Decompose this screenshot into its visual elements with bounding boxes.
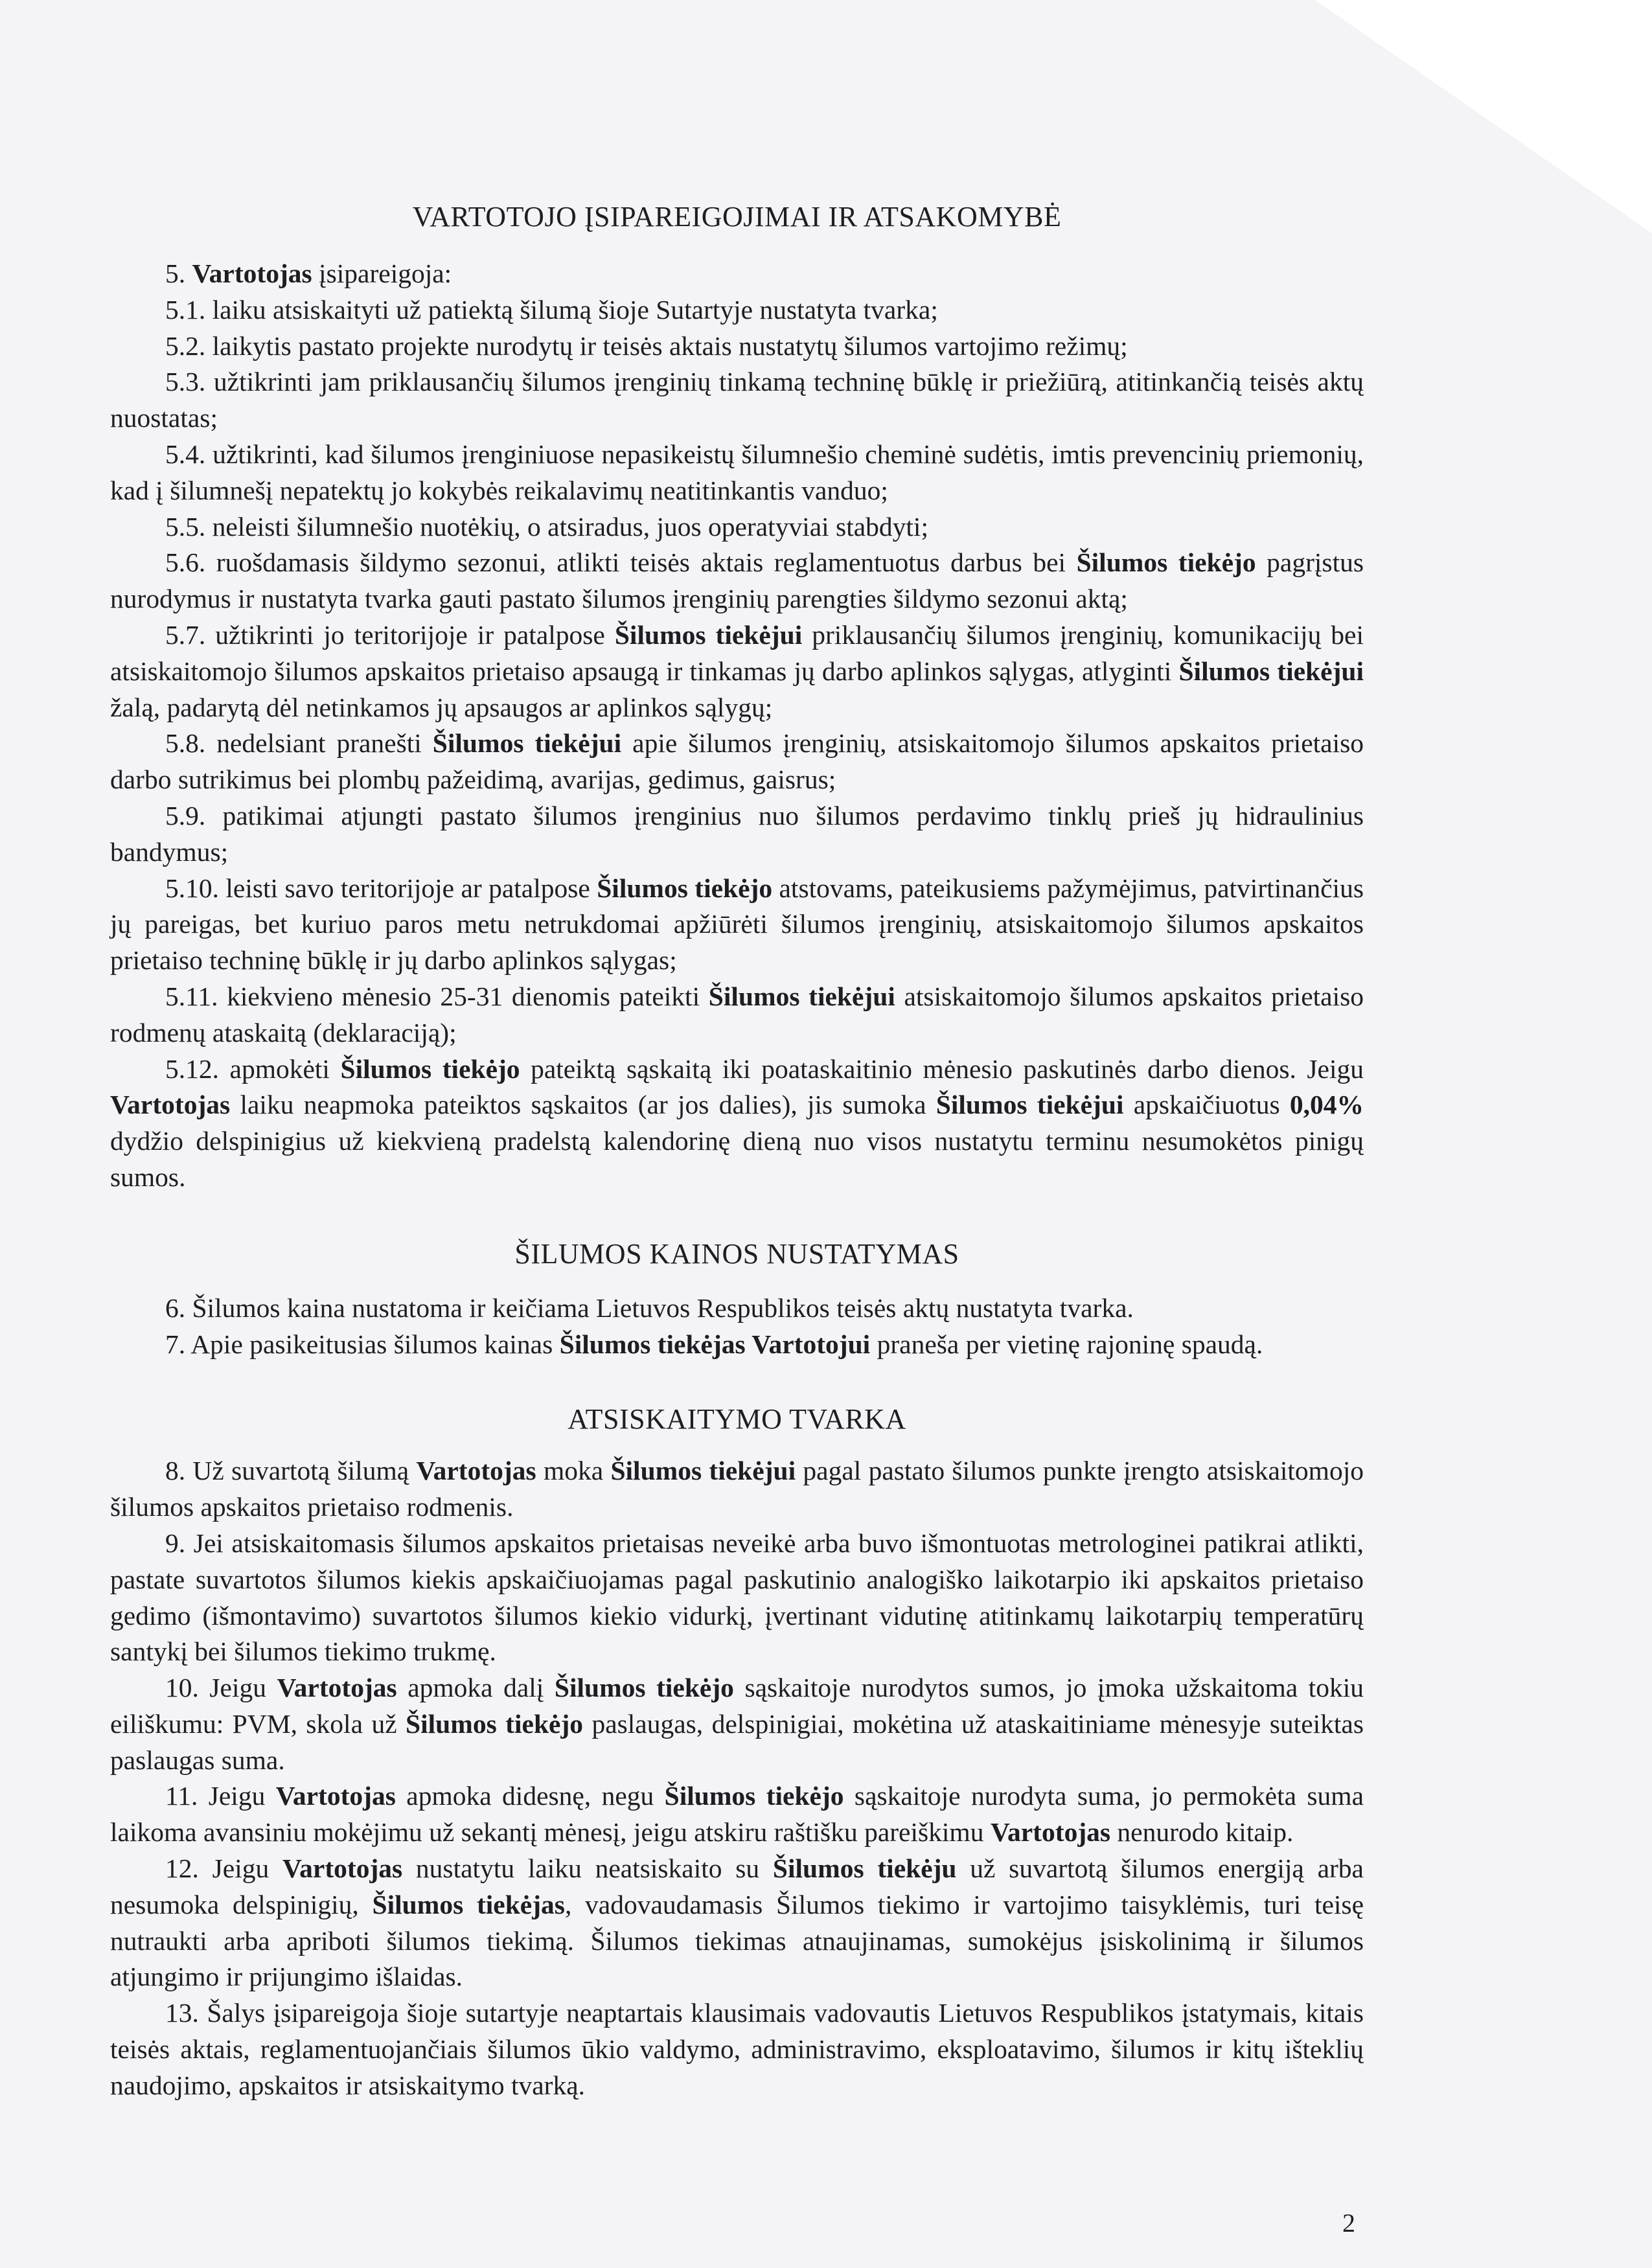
- text-run: 6. Šilumos kaina nustatoma ir keičiama Lietuvos Respublikos teisės aktų nustatyta tvarka.: [165, 1292, 1134, 1323]
- bold-term: Šilumos tiekėjo: [554, 1673, 734, 1703]
- text-run: 5.1. laiku atsiskaityti už patiektą šilumą šioje Sutartyje nustatyta tvarka;: [165, 294, 938, 325]
- section-heading: ATSISKAITYMO TVARKA: [568, 1403, 906, 1436]
- clause-paragraph: [110, 1851, 1364, 1995]
- bold-term: Šilumos tiekėjo: [406, 1708, 584, 1739]
- text-run: atstovams, pateikusiems pažymėjimus, patvirtinančius jų pareigas, bet kuriuo paros metu netrukdomai apžiūrėti šilumos įrenginių, atsiskaitomojo šilumos apskaitos prietaiso techninę būklę ir jų darbo aplinkos sąlygas;: [110, 873, 1364, 976]
- text-run: 5.8. nedelsiant pranešti: [165, 728, 433, 759]
- text-run: 13. Šalys įsipareigoja šioje sutartyje neaptartais klausimais vadovautis Lietuvos Respublikos įstatymais, kitais teisės aktais, reglamentuojančiais šilumos ūkio valdymo, administravimo, eksploatavimo, šilumos ir kitų išteklių naudojimo, apskaitos ir atsiskaitymo tvarką.: [110, 1998, 1364, 2100]
- text-run: 5.4. užtikrinti, kad šilumos įrenginiuose nepasikeistų šilumnešio cheminė sudėtis, imtis prevencinių priemonių, kad į šilumnešį nepatektų jo kokybės reikalavimų neatitinkantis vanduo;: [110, 439, 1364, 505]
- text-run: laiku neapmoka pateiktos sąskaitos (ar jos dalies), jis sumoka: [230, 1090, 936, 1120]
- text-run: praneša per vietinę rajoninę spaudą.: [870, 1329, 1263, 1359]
- text-run: 5.6. ruošdamasis šildymo sezonui, atlikti teisės aktais reglamentuotus darbus bei: [165, 547, 1077, 578]
- clause-paragraph: [110, 437, 1364, 509]
- text-run: 5.12. apmokėti: [165, 1053, 341, 1084]
- clause-paragraph: [110, 871, 1364, 979]
- section-heading: VARTOTOJO ĮSIPAREIGOJIMAI IR ATSAKOMYBĖ: [412, 201, 1062, 233]
- clause-paragraph: [110, 1670, 1364, 1778]
- text-run: 5.3. užtikrinti jam priklausančių šilumos įrenginių tinkamą techninę būklę ir priežiūrą, atitinkančią teisės aktų nuostatas;: [110, 367, 1364, 433]
- text-run: apskaičiuotus: [1123, 1090, 1290, 1120]
- text-run: 5.7. užtikrinti jo teritorijoje ir patalpose: [165, 619, 615, 650]
- clause-paragraph: [110, 328, 1364, 365]
- text-run: apie šilumos įrenginių, atsiskaitomojo šilumos apskaitos prietaiso darbo sutrikimus bei plombų pažeidimą, avarijas, gedimus, gaisrus;: [110, 728, 1364, 795]
- text-run: 5.5. neleisti šilumnešio nuotėkių, o atsiradus, juos operatyviai stabdyti;: [165, 511, 928, 542]
- text-run: pagrįstus nurodymus ir nustatyta tvarka gauti pastato šilumos įrenginių parengties šildymo sezonui aktą;: [110, 547, 1364, 614]
- text-run: paslaugas, delspinigiai, mokėtina už ataskaitiniame mėnesyje suteiktas paslaugas suma.: [110, 1708, 1364, 1775]
- bold-term: 0,04%: [1289, 1090, 1364, 1120]
- bold-term: Šilumos tiekėjas: [372, 1889, 565, 1919]
- text-run: priklausančių šilumos įrenginių, komunikacijų bei atsiskaitomojo šilumos apskaitos prietaiso apsaugą ir tinkamas jų darbo aplinkos sąlygas, atlyginti: [110, 619, 1364, 686]
- bold-term: Vartotojas: [282, 1853, 403, 1884]
- document-body: [110, 198, 1364, 2104]
- text-run: 8. Už suvartotą šilumą: [165, 1456, 417, 1486]
- bold-term: Vartotojas: [416, 1456, 536, 1486]
- text-run: sąskaitoje nurodyta suma, jo permokėta suma laikoma avansiniu mokėjimu už sekantį mėnesį, jeigu atskiru raštišku pareiškimu: [110, 1781, 1364, 1848]
- bold-term: Šilumos tiekėjo: [1076, 547, 1256, 578]
- bold-term: Vartotojas: [277, 1673, 397, 1703]
- bold-term: Šilumos tiekėjo: [664, 1781, 844, 1811]
- clause-paragraph: [110, 1526, 1364, 1670]
- clause-paragraph: [110, 617, 1364, 726]
- section-heading: ŠILUMOS KAINOS NUSTATYMAS: [514, 1237, 959, 1270]
- bold-term: Šilumos tiekėjas Vartotojui: [559, 1329, 871, 1359]
- text-run: žalą, padarytą dėl netinkamos jų apsaugos ar aplinkos sąlygų;: [110, 692, 773, 722]
- text-run: atsiskaitomojo šilumos apskaitos prietaiso rodmenų ataskaitą (deklaraciją);: [110, 981, 1364, 1048]
- clause-paragraph: [110, 1290, 1364, 1327]
- text-run: moka: [536, 1456, 611, 1486]
- text-run: apmoka didesnę, negu: [395, 1781, 665, 1811]
- bold-term: Vartotojas: [990, 1817, 1111, 1848]
- clause-paragraph: [110, 509, 1364, 545]
- clause-paragraph: [110, 726, 1364, 798]
- bold-term: Vartotojas: [192, 258, 312, 288]
- text-run: 5.10. leisti savo teritorijoje ar patalpose: [165, 873, 597, 903]
- text-run: , vadovaudamasis Šilumos tiekimo ir vartojimo taisyklėmis, turi teisę nutraukti arba apriboti šilumos tiekimą. Šilumos tiekimas atnaujinamas, sumokėjus įsiskolinimą ir šilumos atjungimo ir prijungimo išlaidas.: [110, 1889, 1364, 1992]
- text-run: apmoka dalį: [396, 1673, 555, 1703]
- text-run: 12. Jeigu: [165, 1853, 282, 1884]
- text-run: pagal pastato šilumos punkte įrengto atsiskaitomojo šilumos apskaitos prietaiso rodmenis.: [110, 1456, 1364, 1522]
- bold-term: Šilumos tiekėjui: [708, 981, 895, 1011]
- clause-paragraph: [110, 1453, 1364, 1526]
- bold-term: Šilumos tiekėju: [772, 1853, 957, 1884]
- clause-paragraph: [110, 545, 1364, 617]
- page-number: 2: [1342, 2208, 1355, 2238]
- text-run: 5.9. patikimai atjungti pastato šilumos įrenginius nuo šilumos perdavimo tinklų prieš jų hidraulinius bandymus;: [110, 800, 1364, 867]
- bold-term: Šilumos tiekėjo: [597, 873, 773, 903]
- text-run: dydžio delspinigius už kiekvieną pradelstą kalendorinę dieną nuo visos nustatytu terminu nesumokėtos pinigų sumos.: [110, 1126, 1364, 1192]
- bold-term: Šilumos tiekėjui: [935, 1090, 1124, 1120]
- bold-term: Šilumos tiekėjo: [340, 1053, 520, 1084]
- text-run: už suvartotą šilumos energiją arba nesumoka delspinigių,: [110, 1853, 1364, 1919]
- text-run: 9. Jei atsiskaitomasis šilumos apskaitos prietaisas neveikė arba buvo išmontuotas metrologinei patikrai atlikti, pastate suvartotos šilumos kiekis apskaičiuojamas pagal paskutinio analogiško laikotarpio iki apskaitos prietaiso gedimo (išmontavimo) suvartotos šilumos kiekio vidurkį, įvertinant vidutinę atitinkamų laikotarpių temperatūrų santykį bei šilumos tiekimo trukmę.: [110, 1528, 1364, 1667]
- text-run: nenurodo kitaip.: [1110, 1817, 1294, 1848]
- text-run: nustatytu laiku neatsiskaito su: [402, 1853, 773, 1884]
- clause-paragraph: [110, 798, 1364, 871]
- text-run: 7. Apie pasikeitusias šilumos kainas: [165, 1329, 560, 1359]
- bold-term: Šilumos tiekėjui: [432, 728, 622, 759]
- clause-paragraph: [110, 1327, 1364, 1363]
- text-run: sąskaitoje nurodytos sumos, jo įmoka užskaitoma tokiu eiliškumu: PVM, skola už: [110, 1673, 1364, 1739]
- text-run: 5.11. kiekvieno mėnesio 25-31 dienomis pateikti: [165, 981, 709, 1011]
- clause-paragraph: [110, 292, 1364, 328]
- text-run: 10. Jeigu: [165, 1673, 277, 1703]
- page-corner-fold: [1315, 0, 1652, 233]
- text-run: 11. Jeigu: [165, 1781, 276, 1811]
- clause-paragraph: [110, 1051, 1364, 1196]
- bold-term: Vartotojas: [275, 1781, 396, 1811]
- text-run: 5.2. laikytis pastato projekte nurodytų ir teisės aktais nustatytų šilumos vartojimo režimų;: [165, 330, 1128, 361]
- bold-term: Vartotojas: [110, 1090, 231, 1120]
- clause-paragraph: [110, 979, 1364, 1051]
- bold-term: Šilumos tiekėjui: [610, 1456, 796, 1486]
- clause-paragraph: [110, 364, 1364, 437]
- clause-paragraph: [110, 1995, 1364, 2103]
- bold-term: Šilumos tiekėjui: [1178, 656, 1364, 686]
- text-run: pateiktą sąskaitą iki poataskaitinio mėnesio paskutinės darbo dienos. Jeigu: [520, 1053, 1364, 1084]
- bold-term: Šilumos tiekėjui: [614, 619, 803, 650]
- clause-paragraph: [110, 1778, 1364, 1851]
- text-run: 5.: [165, 258, 192, 288]
- clause-paragraph: [110, 256, 1364, 292]
- text-run: įsipareigoja:: [312, 258, 452, 288]
